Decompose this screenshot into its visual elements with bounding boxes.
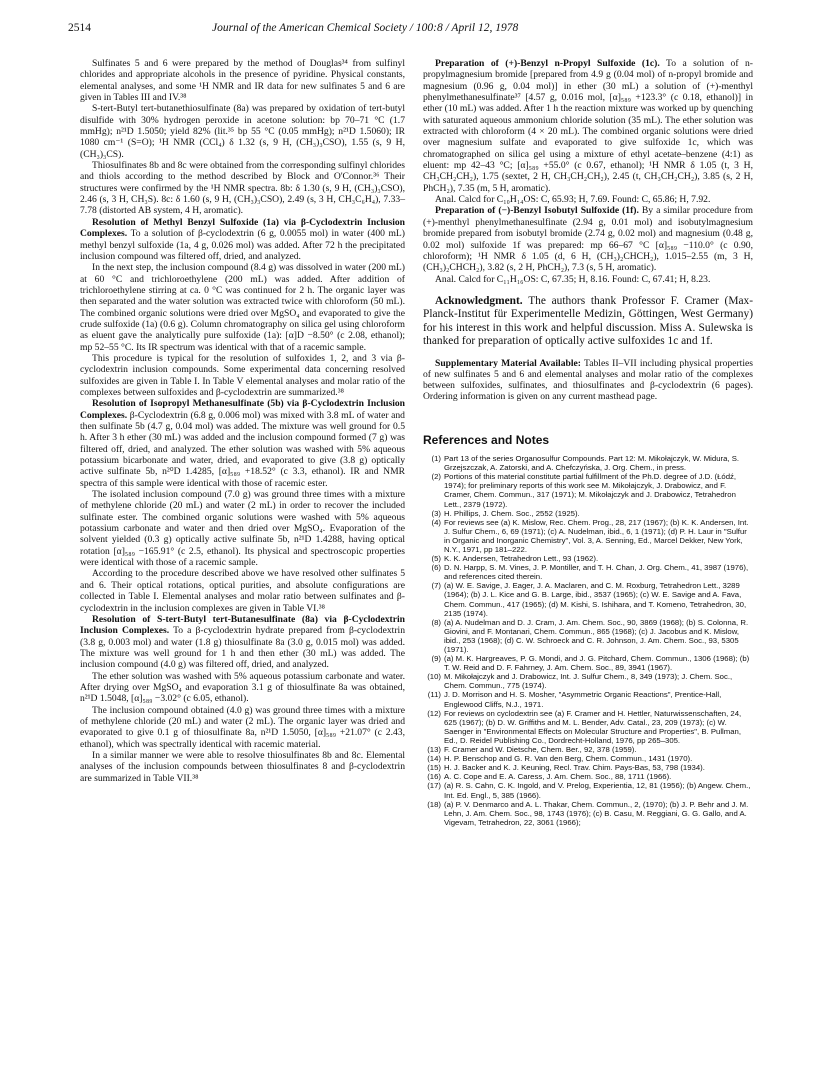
section-heading: Preparation of (−)-Benzyl Isobutyl Sulfoxide (1f).: [435, 205, 639, 217]
reference-item: [423, 554, 753, 563]
paragraph-text: In a similar manner we were able to resolve thiosulfinates 8b and 8c. Elemental analyses of the inclusion compounds between thiosulfinates 8 and β-cyclodextrin are summarized in Table VII.³⁸: [80, 749, 405, 784]
reference-number: (18): [427, 799, 441, 809]
section-heading: Resolution of S-tert-Butyl tert-Butanesulfinate (8a) via β-Cyclodextrin Inclusion Complexes.: [80, 613, 405, 637]
paragraph: [423, 194, 753, 205]
acknowledgment-text: The authors thank Professor F. Cramer (Max-Planck-Institut für Experimentelle Medizin, Göttingen, West Germany) for his interest in this work and helpful discussion. Miss A. Sulewska is thanked for preparation of optically active sulfoxides 1c and 1f.: [423, 294, 753, 348]
page-header: [68, 22, 768, 38]
reference-number: (5): [431, 554, 441, 564]
paragraph-text: To a solution of β-cyclodextrin (6 g, 0.0055 mol) in water (400 mL) methyl benzyl sulfoxide (1a, 4 g, 0.026 mol) was added. After 72 h the precipitated inclusion compound was filtered off, dried, and analyzed.: [80, 228, 405, 262]
reference-text: (a) A. Nudelman and D. J. Cram, J. Am. Chem. Soc., 90, 3869 (1968); (b) S. Colonna, R. Giovini, and F. Montanari, Chem. Commun., 865 (1968); (c) J. Jacobus and K. Mislow, ibid., 253 (1968); (d) C. W. Schroeck and C. R. Johnson, J. Am. Chem. Soc., 93, 5305 (1971).: [444, 617, 749, 654]
paragraph: [80, 262, 405, 353]
paragraph: [80, 103, 405, 160]
reference-item: [423, 472, 753, 508]
reference-text: Portions of this material constitute partial fulfillment of the Ph.D. degree of J.D. (Łódź, 1974); for preliminary reports of this work see M. Mikołajczyk, J. Drabowicz, and F. Cramer, Chem. Commun., 317 (1971); M. Mikołajczyk and J. Drabowicz, Tetrahedron Lett., 2379 (1972).: [444, 472, 737, 509]
reference-number: (12): [427, 708, 441, 718]
supplementary-text: Tables II–VII including physical properties of new sulfinates 5 and 6 and elemental analyses and molar ratio of the complexes between sulfoxides, sulfinates, and thiosulfinates and β-cyclodextrin (6 pages). Ordering information is given on any current masthead page.: [423, 357, 753, 403]
reference-text: For reviews see (a) K. Mislow, Rec. Chem. Prog., 28, 217 (1967); (b) K. K. Andersen, Int. J. Sulfur Chem., 6, 69 (1971); (c) A. Nudelman, ibid., 6, 1 (1971); (d) P. H. Laur in "Sulfur in Organic and Inorganic Chemistry", Vol. 3, A. Senning, Ed., Marcel Dekker, New York, N.Y., 1971, pp 181–222.: [444, 517, 749, 554]
reference-item: [423, 709, 753, 745]
reference-number: (2): [431, 472, 441, 482]
paragraph: [423, 58, 753, 194]
section-heading: Preparation of (+)-Benzyl n-Propyl Sulfoxide (1c).: [435, 58, 660, 69]
paragraph-text: According to the procedure described above we have resolved other sulfinates 5 and 6. Their optical rotations, optical purities, and absolute configurations are collected in Table I. Elemental analyses and molar ratio between sulfinates and β-cyclodextrin in the inclusion complexes are given in Table VI.³⁸: [80, 568, 405, 614]
paragraph: [80, 489, 405, 568]
paragraph-text: The ether solution was washed with 5% aqueous potassium carbonate and water. After drying over MgSO₄ and evaporation 3.1 g of thiosulfinate 8a was obtained, n²¹D 1.5048, [α]₅₈₉ −3.02° (c 6.05, ethanol).: [80, 670, 405, 705]
paragraph-text: The inclusion compound obtained (4.0 g) was ground three times with a mixture of methylene chloride (20 mL) and water (2 mL). The organic layer was dried and evaporated to give 0.1 g of thiosulfinate 8a, n²¹D 1.5050, [α]₅₈₉ +21.07° (c 2.43, ethanol), which was spectrally identical with racemic material.: [80, 704, 405, 750]
section-heading: Resolution of Methyl Benzyl Sulfoxide (1a) via β-Cyclodextrin Inclusion Complexes.: [80, 216, 405, 240]
reference-number: (13): [427, 745, 441, 755]
reference-text: (a) R. S. Cahn, C. K. Ingold, and V. Prelog, Experientia, 12, 81 (1956); (b) Angew. Chem., Int. Ed. Engl., 5, 385 (1966).: [444, 781, 751, 800]
reference-item: [423, 754, 753, 763]
supplementary-heading: Supplementary Material Available:: [435, 357, 581, 369]
reference-number: (9): [431, 654, 441, 664]
reference-number: (15): [427, 763, 441, 773]
paragraph: [423, 274, 753, 285]
reference-text: M. Mikołajczyk and J. Drabowicz, Int. J. Sulfur Chem., 8, 349 (1973); J. Chem. Soc., Chem. Commun., 775 (1974).: [444, 672, 733, 691]
reference-number: (1): [431, 454, 441, 464]
reference-text: (a) W. E. Savige, J. Eager, J. A. Maclaren, and C. M. Roxburg, Tetrahedron Lett., 3289 (1964); (b) J. L. Kice and G. B. Large, ibid., 3537 (1965); (c) W. E. Savige and A. Fava, Chem. Commun., 417 (1965); (d) M. Kishi, S. Ishihara, and T. Komeno, Tetrahedron, 30, 2135 (1974).: [444, 581, 747, 618]
paragraph-text: In the next step, the inclusion compound (8.4 g) was dissolved in water (200 mL) at 60 °C and trichloroethylene (200 mL) was added. After addition of trichloroethylene stirring at ca. 0 °C was continued for 2 h. The organic layer was then separated and the water solution was extracted twice with chloroform (50 mL). The combined organic solutions were dried over MgSO₄ and evaporated to give the crude sulfoxide (1a) (0.6 g). Column chromatography on silica gel using chloroform as eluent gave the analytically pure sulfoxide (1a): [α]D −8.50° (c 2.08, ethanol); mp 52–55 °C. Its IR spectrum was identical with that of a racemic sample.: [80, 262, 405, 353]
paragraph-text: S-tert-Butyl tert-butanethiosulfinate (8a) was prepared by oxidation of tert-butyl disulfide with 30% hydrogen peroxide in acetone solution: bp 70–71 °C (1.7 mmHg); n²¹D 1.5050; yield 82% (lit.³⁵ bp 55 °C (0.05 mmHg); n²¹D 1.5060); IR 1080 cm⁻¹ (S=O); ¹H NMR (CCl₄) δ 1.32 (s, 9 H, (CH₃)₃CSO), 1.55 (s, 9 H, (CH₃)₃CS).: [80, 103, 405, 160]
paragraph: [80, 671, 405, 705]
reference-text: H. J. Backer and K. J. Keuning, Recl. Trav. Chim. Pays-Bas, 53, 798 (1934).: [444, 763, 705, 773]
paragraph-text: Sulfinates 5 and 6 were prepared by the method of Douglas³⁴ from sulfinyl chlorides and appropriate alcohols in the presence of pyridine. Physical constants, elemental analyses, and some ¹H NMR and IR data for new sulfinates 5 and 6 are given in Tables III and IV.³⁸: [80, 58, 405, 104]
section-heading: Resolution of Isopropyl Methanesulfinate (5b) via β-Cyclodextrin Inclusion Complexes.: [80, 398, 405, 421]
paragraph: [80, 750, 405, 784]
reference-item: [423, 618, 753, 654]
reference-text: J. D. Morrison and H. S. Mosher, "Asymmetric Organic Reactions", Prentice-Hall, Englewood Cliffs, N.J., 1971.: [444, 690, 722, 709]
paragraph-text: This procedure is typical for the resolution of sulfoxides 1, 2, and 3 via β-cyclodextrin inclusion compounds. Some experimental data concerning resolved sulfoxides are given in Table I. In Table V elemental analyses and molar ratio of the complexes between sulfoxides and β-cyclodextrin are summarized.³⁸: [80, 352, 405, 398]
reference-number: (17): [427, 781, 441, 791]
reference-number: (10): [427, 672, 441, 682]
reference-item: [423, 509, 753, 518]
reference-number: (8): [431, 617, 441, 627]
supplementary-material: [423, 358, 753, 403]
reference-item: [423, 781, 753, 799]
reference-text: Part 13 of the series Organosulfur Compounds. Part 12: M. Mikołajczyk, W. Midura, S. Grzejszczak, A. Zatorski, and A. Chefczyńska, J. Org. Chem., in press.: [444, 454, 740, 473]
reference-text: F. Cramer and W. Dietsche, Chem. Ber., 92, 378 (1959).: [444, 745, 637, 755]
reference-item: [423, 654, 753, 672]
reference-item: [423, 518, 753, 554]
paragraph-text: Thiosulfinates 8b and 8c were obtained from the corresponding sulfinyl chlorides and thiols according to the method described by Block and O'Connor.³⁶ Their structures were confirmed by the ¹H NMR spectra. 8b: δ 1.30 (s, 9 H, (CH₃)₃CSO), 2.46 (s, 3 H, CH₃S). 8c: δ 1.60 (s, 9 H, (CH₃)₃CSO), 2.49 (s, 3 H, CH₃C₆H₄), 7.33–7.78 (distorted AB system, 4 H, aromatic).: [80, 160, 405, 217]
references-heading: References and Notes: [423, 432, 550, 447]
paragraph-text: Anal. Calcd for C₁₁H₁₆OS: C, 67.35; H, 8.16. Found: C, 67.41; H, 8.23.: [435, 273, 711, 285]
reference-text: For reviews on cyclodextrin see (a) F. Cramer and H. Hettler, Naturwissenschaften, 24, 625 (1967); (b) D. W. Griffiths and M. L. Bender, Adv. Catal., 23, 209 (1973); (c) W. Saenger in "Environmental Effects on Molecular Structure and Properties", B. Pullman, Ed., D. Reidel Publishing Co., Dordrecht-Holland, 1976, pp 265–305.: [444, 708, 742, 745]
reference-text: (a) P. V. Denmarco and A. L. Thakar, Chem. Commun., 2, (1970); (b) J. P. Behr and J. M. Lehn, J. Am. Chem. Soc., 98, 1743 (1976); (c) B. Casu, M. Reggiani, G. G. Gallo, and A. Vigevam, Tetrahedron, 22, 3061 (1966);: [444, 799, 749, 827]
paragraph-text: By a similar procedure from (+)-menthyl phenylmethanesulfinate (2.94 g, 0.01 mol) and isobutylmagnesium bromide prepared from isobutyl bromide (2.74 g, 0.02 mol) and magnesium (0.48 g, 0.02 mol) sulfoxide 1f was prepared: mp 66–67 °C [α]₅₈₉ −110.0° (c 0.90, chloroform); ¹H NMR δ 1.05 (d, 6 H, (CH₃)₂CHCH₂), 1.015–2.55 (m, 3 H, (CH₃)₂CHCH₂), 3.82 (s, 2 H, PhCH₂), 7.3 (s, 5 H, aromatic).: [423, 205, 753, 274]
reference-item: [423, 800, 753, 827]
reference-number: (6): [431, 563, 441, 573]
reference-number: (7): [431, 581, 441, 591]
reference-item: [423, 690, 753, 708]
reference-item: [423, 672, 753, 690]
reference-item: [423, 454, 753, 472]
right-column: [423, 58, 753, 827]
paragraph: [80, 353, 405, 398]
reference-text: K. K. Andersen, Tetrahedron Lett., 93 (1962).: [444, 554, 599, 564]
paragraph: [423, 205, 753, 273]
page-number: 2514: [68, 22, 91, 34]
reference-item: [423, 763, 753, 772]
paragraph: [80, 398, 405, 489]
paragraph-text: The isolated inclusion compound (7.0 g) was ground three times with a mixture of methylene chloride (20 mL) and water (2 mL) in order to recover the included sulfinate ester. The combined organic solutions were washed with 5% aqueous potassium carbonate and water and then dried over MgSO₄. Evaporation of the solvent yielded (0.3 g) optically active sulfinate 5b, n²¹D 1.4288, having optical rotation [α]₅₈₉ −165.91° (c 2.5, ethanol). Its physical and spectroscopic properties were identical with those of a racemic sample.: [80, 489, 405, 569]
left-column: [80, 58, 405, 784]
reference-item: [423, 745, 753, 754]
paragraph: [80, 58, 405, 103]
paragraph-text: Anal. Calcd for C₁₀H₁₄OS: C, 65.93; H, 7.69. Found: C, 65.86; H, 7.92.: [435, 194, 711, 206]
reference-number: (11): [427, 690, 441, 700]
reference-number: (16): [427, 772, 441, 782]
reference-number: (3): [431, 508, 441, 518]
paragraph: [80, 568, 405, 613]
reference-text: D. N. Harpp, S. M. Vines, J. P. Montiller, and T. H. Chan, J. Org. Chem., 41, 3987 (1976), and references cited therein.: [444, 563, 749, 582]
reference-text: (a) M. K. Hargreaves, P. G. Mondi, and J. G. Pitchard, Chem. Commun., 1306 (1968); (b) T. W. Reid and D. F. Fahrney, J. Am. Chem. Soc., 89, 3941 (1967).: [444, 654, 750, 673]
paragraph-text: β-Cyclodextrin (6.8 g, 0.006 mol) was mixed with 3.8 mL of water and then sulfinate 5b (4.7 g, 0.04 mol) was added. The mixture was well ground for 0.5 h. After 3 h ether (30 mL) was added and the inclusion compound formed (7 g) was filtered off, dried, and analyzed. The ether solution was washed with 5% aqueous potassium bicarbonate and water, dried, and evaporated to give (3.8 g) optically active sulfinate 5b, n²⁰D 1.4285, [α]₅₈₉ +18.52° (c 3.3, ethanol). IR and NMR spectra of this sample were identical with those of racemic ester.: [80, 409, 405, 489]
paragraph: [80, 217, 405, 262]
reference-text: H. Phillips, J. Chem. Soc., 2552 (1925).: [444, 508, 580, 518]
reference-text: A. C. Cope and E. A. Caress, J. Am. Chem. Soc., 88, 1711 (1966).: [444, 772, 672, 782]
paragraph: [80, 160, 405, 217]
journal-running-head: Journal of the American Chemical Society / 100:8 / April 12, 1978: [212, 22, 519, 34]
references-list: [423, 454, 753, 827]
paragraph-text: To a solution of n-propylmagnesium bromide [prepared from 4.9 g (0.04 mol) of n-propyl bromide and magnesium (0.96 g, 0.04 mol)] in ether (30 mL) a solution of (+)-menthyl phenylmethanesulfinate³⁷ [4.57 g, 0.016 mol, [α]₅₈₉ +123.3° (c 0.18, ethanol)] in ether (10 mL) was added. After 1 h the reaction mixture was worked up by quenching with saturated aqueous ammonium chloride solution (35 mL). The ether solution was extracted with chloroform (4 × 20 mL). The combined organic solutions were dried over magnesium sulfate and evaporated to give sulfoxide 1c, which was chromatographed on silica gel using a mixture of ethyl acetate–benzene (4:1) as eluent: mp 42–43 °C; [α]₅₈₉ +55.0° (c 0.67, ethanol); ¹H NMR δ 1.05 (t, 3 H, CH₃CH₂CH₂), 1.75 (sextet, 2 H, CH₃CH₂CH₂), 2.45 (t, CH₃CH₂CH₂), 3.85 (s, 2 H, PhCH₂), 7.35 (m, 5 H, aromatic).: [423, 58, 753, 194]
reference-text: H. P. Benschop and G. R. Van den Berg, Chem. Commun., 1431 (1970).: [444, 754, 693, 764]
reference-number: (14): [427, 754, 441, 764]
paragraph-text: To a β-cyclodextrin hydrate prepared from β-cyclodextrin (3.8 g, 0.003 mol) and water (1.8 g) thiosulfinate 8a (3.0 g, 0.015 mol) was added. The mixture was well ground for 1 h and then ether (30 mL) was added. The inclusion compound (4.0 g) was filtered off, dried, and analyzed.: [80, 625, 405, 671]
reference-number: (4): [431, 517, 441, 527]
acknowledgment: [423, 295, 753, 349]
reference-item: [423, 563, 753, 581]
acknowledgment-heading: Acknowledgment.: [435, 294, 523, 307]
reference-item: [423, 772, 753, 781]
experimental-continued: [423, 58, 753, 285]
reference-item: [423, 581, 753, 617]
paragraph: [80, 614, 405, 671]
paragraph: [80, 705, 405, 750]
